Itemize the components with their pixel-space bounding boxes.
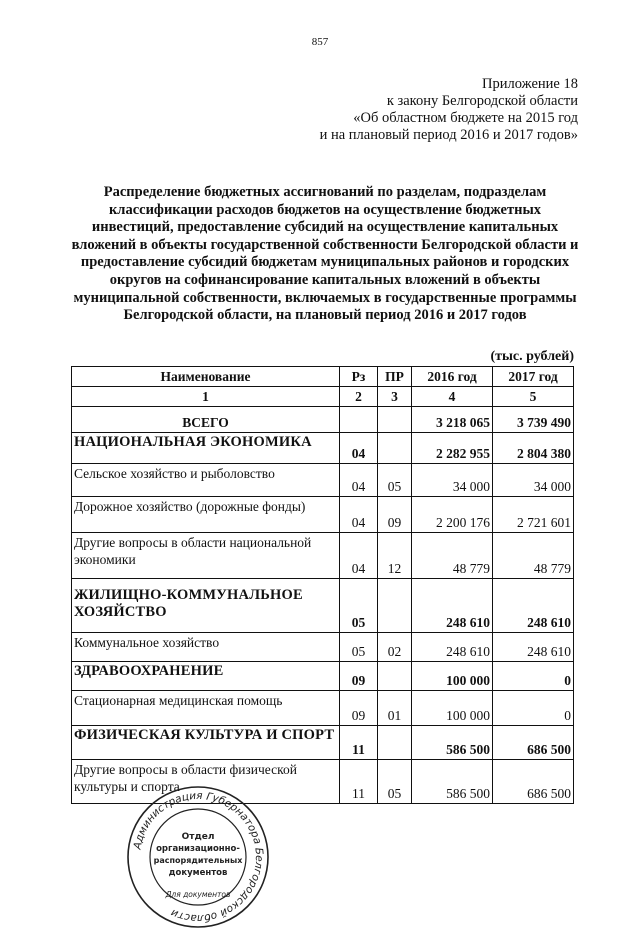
row-2017: 34 000 xyxy=(493,464,574,497)
row-pr: 12 xyxy=(378,533,412,579)
row-2017: 2 721 601 xyxy=(493,497,574,533)
row-pr xyxy=(378,726,412,760)
section-row xyxy=(72,579,574,633)
row-2016: 2 282 955 xyxy=(412,433,493,464)
row-2016: 248 610 xyxy=(412,633,493,662)
section-row xyxy=(72,662,574,691)
row-2017: 248 610 xyxy=(493,579,574,633)
total-pr xyxy=(378,407,412,433)
row-pr: 09 xyxy=(378,497,412,533)
row-name: Стационарная медицинская помощь xyxy=(72,691,340,726)
row-name: ФИЗИЧЕСКАЯ КУЛЬТУРА И СПОРТ xyxy=(72,726,340,760)
total-2016: 3 218 065 xyxy=(412,407,493,433)
official-stamp xyxy=(124,783,272,931)
row-rz: 11 xyxy=(340,760,378,804)
table-row xyxy=(72,497,574,533)
row-name: Другие вопросы в области физической культуры и спорта xyxy=(72,760,340,804)
document-title: Распределение бюджетных ассигнований по разделам, подразделам классификации расходов бюджетов на осуществление бюджетных инвестиций, предоставление субсидий на осуществление капитальных вложений в объекты государственной собственности Белгородской области и предоставление субсидий бюджетам муниципальных районов и городских округов на софинансирование капитальных вложений в объекты муниципальной собственности, включаемых в государственные программы Белгородской области, на плановый период 2016 и 2017 годов xyxy=(71,184,579,324)
row-2017: 248 610 xyxy=(493,633,574,662)
row-pr xyxy=(378,579,412,633)
row-2016: 248 610 xyxy=(412,579,493,633)
table-number-row xyxy=(72,387,574,407)
row-rz: 09 xyxy=(340,662,378,691)
col-number: 3 xyxy=(378,387,412,407)
row-name: ЖИЛИЩНО-КОММУНАЛЬНОЕ ХОЗЯЙСТВО xyxy=(72,579,340,633)
row-name: Дорожное хозяйство (дорожные фонды) xyxy=(72,497,340,533)
row-pr: 02 xyxy=(378,633,412,662)
col-number: 4 xyxy=(412,387,493,407)
header-2016: 2016 год xyxy=(412,367,493,387)
row-rz: 04 xyxy=(340,533,378,579)
row-2017: 686 500 xyxy=(493,760,574,804)
col-number: 5 xyxy=(493,387,574,407)
row-2017: 0 xyxy=(493,691,574,726)
stamp-line: организационно- xyxy=(156,844,240,854)
col-number: 2 xyxy=(340,387,378,407)
row-name: Сельское хозяйство и рыболовство xyxy=(72,464,340,497)
stamp-line: Отдел xyxy=(181,832,215,842)
appendix-line: и на плановый период 2016 и 2017 годов» xyxy=(319,127,578,143)
header-2017: 2017 год xyxy=(493,367,574,387)
row-2017: 686 500 xyxy=(493,726,574,760)
stamp-line: распорядительных xyxy=(153,856,243,865)
appendix-line: «Об областном бюджете на 2015 год xyxy=(353,110,578,126)
units-label: (тыс. рублей) xyxy=(490,349,574,364)
row-pr: 01 xyxy=(378,691,412,726)
header-name: Наименование xyxy=(72,367,340,387)
row-2016: 586 500 xyxy=(412,760,493,804)
row-2017: 0 xyxy=(493,662,574,691)
row-pr xyxy=(378,433,412,464)
row-name: ЗДРАВООХРАНЕНИЕ xyxy=(72,662,340,691)
row-2016: 100 000 xyxy=(412,691,493,726)
total-label: ВСЕГО xyxy=(72,407,340,433)
header-pr: ПР xyxy=(378,367,412,387)
total-2017: 3 739 490 xyxy=(493,407,574,433)
table-row xyxy=(72,533,574,579)
table-row xyxy=(72,691,574,726)
row-rz: 11 xyxy=(340,726,378,760)
row-rz: 05 xyxy=(340,633,378,662)
stamp-bottom-text: Для документов xyxy=(165,890,231,899)
row-pr: 05 xyxy=(378,760,412,804)
appendix-line: к закону Белгородской области xyxy=(386,93,578,109)
row-name: НАЦИОНАЛЬНАЯ ЭКОНОМИКА xyxy=(72,433,340,464)
row-rz: 09 xyxy=(340,691,378,726)
row-rz: 05 xyxy=(340,579,378,633)
row-2016: 2 200 176 xyxy=(412,497,493,533)
row-rz: 04 xyxy=(340,433,378,464)
table-header-row xyxy=(72,367,574,387)
header-rz: Рз xyxy=(340,367,378,387)
row-2016: 586 500 xyxy=(412,726,493,760)
row-name: Коммунальное хозяйство xyxy=(72,633,340,662)
row-2016: 34 000 xyxy=(412,464,493,497)
row-2016: 100 000 xyxy=(412,662,493,691)
appendix-header xyxy=(320,76,578,144)
row-2017: 48 779 xyxy=(493,533,574,579)
row-pr xyxy=(378,662,412,691)
page-number: 857 xyxy=(311,36,329,48)
total-row xyxy=(72,407,574,433)
total-rz xyxy=(340,407,378,433)
table-row xyxy=(72,633,574,662)
row-2017: 2 804 380 xyxy=(493,433,574,464)
budget-table xyxy=(71,366,574,804)
row-rz: 04 xyxy=(340,497,378,533)
row-name: Другие вопросы в области национальной экономики xyxy=(72,533,340,579)
row-rz: 04 xyxy=(340,464,378,497)
row-2016: 48 779 xyxy=(412,533,493,579)
section-row xyxy=(72,726,574,760)
table-row xyxy=(72,464,574,497)
row-pr: 05 xyxy=(378,464,412,497)
section-row xyxy=(72,433,574,464)
stamp-line: документов xyxy=(168,868,228,878)
col-number: 1 xyxy=(72,387,340,407)
stamp-ring-text: Администрация Губернатора Белгородской области xyxy=(131,789,266,925)
appendix-line: Приложение 18 xyxy=(482,76,578,92)
